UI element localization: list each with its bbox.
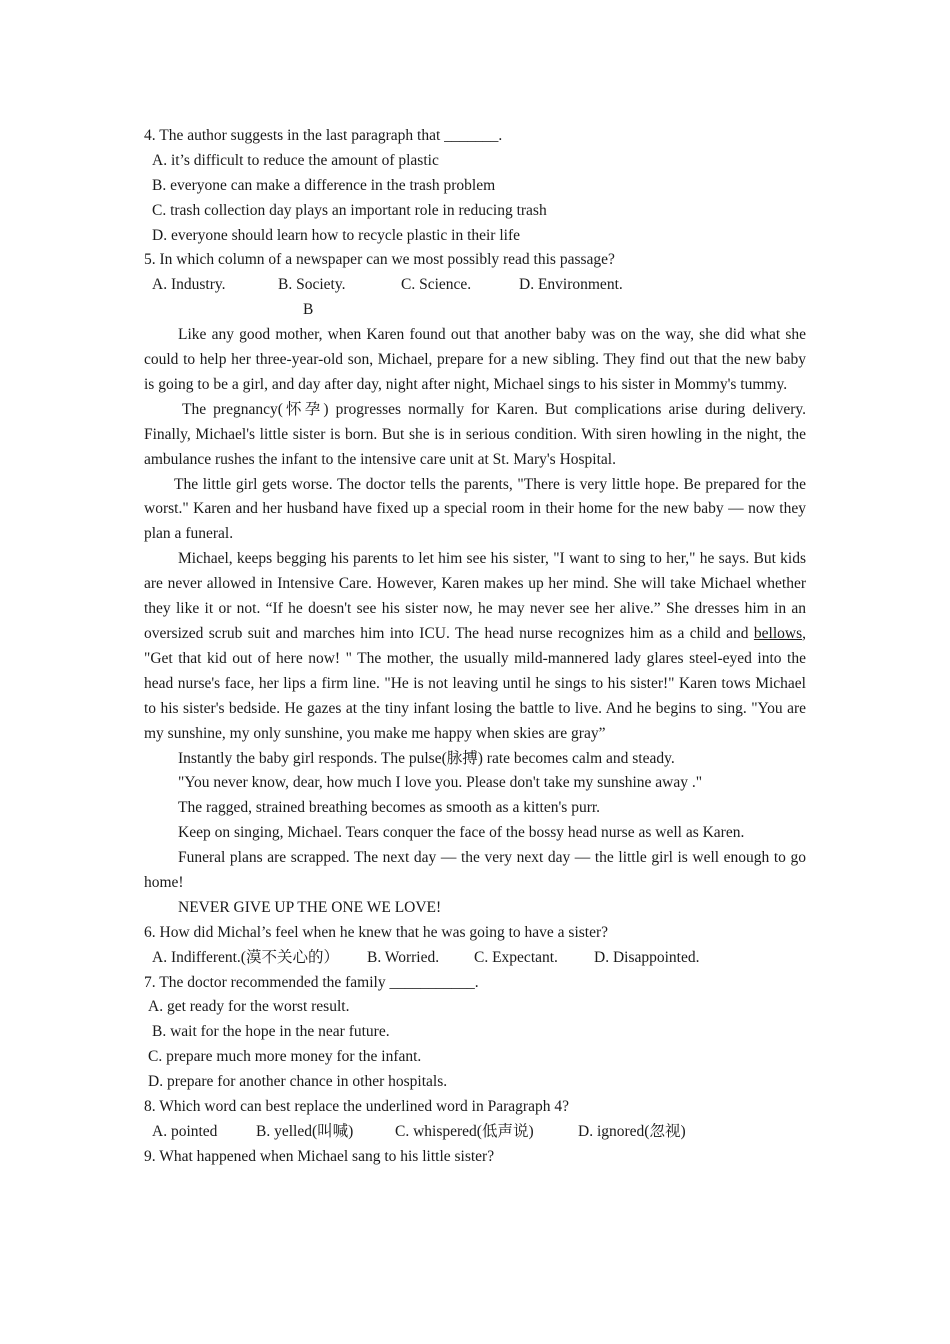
passage-paragraph-10: NEVER GIVE UP THE ONE WE LOVE!	[178, 898, 442, 916]
question-7-option-d: D. prepare for another chance in other hospitals.	[148, 1073, 448, 1091]
passage-paragraph-4-part-1: Michael, keeps begging his parents to let him see his sister, "I want to sing to her," he says. But kids are never allowed in Intensive Care. However, Karen makes up her mind. She will take Michael whether they like it or not. “If he doesn't see his sister now, he may never see her alive.” She dresses him in an oversized scrub suit and marches him into ICU. The head nurse recognizes him as a child and	[144, 550, 806, 642]
passage-paragraph-4-part-2: , "Get that kid out of here now! " The mother, the usually mild-mannered lady glares steel-eyed into the head nurse's face, her lips a firm line. "He is not leaving until he sings to his sister!" Karen tows Michael to his sister's bedside. He gazes at the tiny infant losing the battle to live. And he begins to sing. "You are my sunshine, my only sunshine, you make me happy when skies are gray”	[144, 625, 806, 742]
question-5-option-d: D. Environment.	[519, 276, 623, 294]
passage-paragraph-3: The little girl gets worse. The doctor tells the parents, "There is very little hope. Be prepared for the worst." Karen and her husband have fixed up a special room in their home for the new baby — now they plan a funeral.	[144, 475, 806, 543]
section-label: B	[303, 301, 314, 319]
question-8-options	[144, 1120, 806, 1145]
question-5-options	[144, 273, 806, 298]
passage-paragraph-8: Keep on singing, Michael. Tears conquer the face of the bossy head nurse as well as Karen.	[178, 824, 745, 842]
question-6-option-c: C. Expectant.	[474, 948, 558, 966]
question-5-option-c: C. Science.	[401, 276, 472, 294]
question-7-option-b: B. wait for the hope in the near future.	[152, 1023, 390, 1041]
question-6-option-b: B. Worried.	[367, 948, 440, 966]
passage-paragraph-6: "You never know, dear, how much I love you. Please don't take my sunshine away ."	[178, 774, 703, 792]
question-6-option-d: D. Disappointed.	[594, 948, 700, 966]
underlined-word: bellows	[753, 625, 803, 642]
passage-paragraph-2: The pregnancy(怀孕) progresses normally for Karen. But complications arise during delivery. Finally, Michael's little sister is born. But she is in serious condition. With siren howling in the night, the ambulance rushes the infant to the intensive care unit at St. Mary's Hospital.	[144, 400, 806, 468]
question-4-option-d: D. everyone should learn how to recycle plastic in their life	[152, 226, 520, 244]
question-5-option-a: A. Industry.	[152, 276, 226, 294]
question-7-stem: 7. The doctor recommended the family ___________.	[144, 973, 479, 991]
question-8-option-b: B. yelled(叫喊)	[256, 1122, 354, 1140]
exam-page	[144, 124, 806, 1170]
question-7-option-c: C. prepare much more money for the infant.	[148, 1048, 422, 1066]
passage-paragraph-9: Funeral plans are scrapped. The next day — the very next day — the little girl is well enough to go home!	[144, 849, 806, 891]
question-4-option-c: C. trash collection day plays an important role in reducing trash	[152, 201, 547, 219]
passage-paragraph-4	[144, 547, 806, 746]
question-4-stem: 4. The author suggests in the last paragraph that _______.	[144, 127, 503, 144]
question-6-option-a: A. Indifferent.(漠不关心的）	[152, 948, 339, 966]
question-8-option-c: C. whispered(低声说)	[395, 1122, 534, 1140]
question-8-stem: 8. Which word can best replace the underlined word in Paragraph 4?	[144, 1098, 569, 1116]
question-4-option-a: A. it’s difficult to reduce the amount of plastic	[152, 151, 439, 169]
passage-paragraph-7: The ragged, strained breathing becomes as smooth as a kitten's purr.	[178, 799, 601, 817]
question-5-option-b: B. Society.	[278, 276, 346, 294]
question-8-option-a: A. pointed	[152, 1122, 218, 1140]
question-6-options	[144, 946, 806, 971]
question-9-stem: 9. What happened when Michael sang to his little sister?	[144, 1147, 495, 1165]
question-4-option-b: B. everyone can make a difference in the trash problem	[152, 176, 496, 194]
question-5-stem: 5. In which column of a newspaper can we most possibly read this passage?	[144, 251, 615, 269]
passage-paragraph-5: Instantly the baby girl responds. The pulse(脉搏) rate becomes calm and steady.	[178, 749, 675, 767]
question-7-option-a: A. get ready for the worst result.	[148, 998, 350, 1016]
question-6-stem: 6. How did Michal’s feel when he knew that he was going to have a sister?	[144, 923, 609, 941]
passage-paragraph-1: Like any good mother, when Karen found out that another baby was on the way, she did what she could to help her three-year-old son, Michael, prepare for a new sibling. They find out that the new baby is going to be a girl, and day after day, night after night, Michael sings to his sister in Mommy's tummy.	[144, 326, 806, 393]
question-8-option-d: D. ignored(忽视)	[578, 1122, 686, 1140]
